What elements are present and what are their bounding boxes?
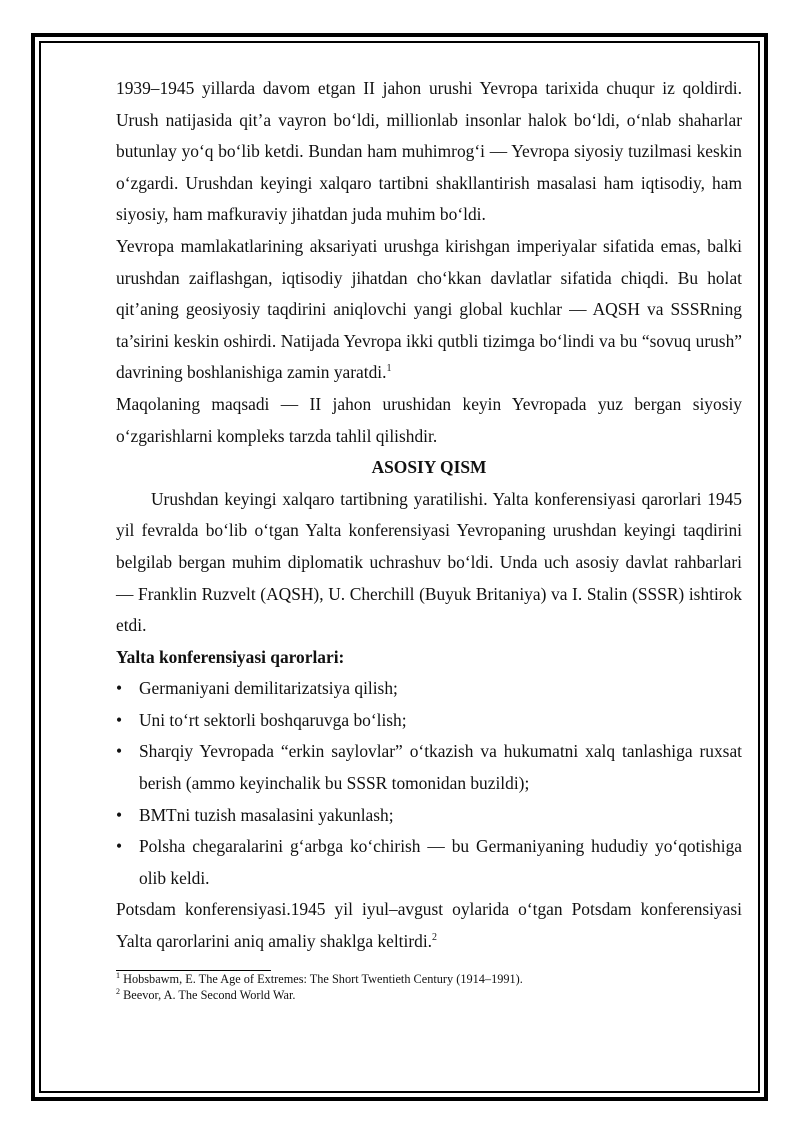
subheading-yalta-decisions: Yalta konferensiyasi qarorlari:: [116, 646, 345, 667]
list-item: • Germaniyani demilitarizatsiya qilish;: [116, 673, 742, 705]
bullet-icon: •: [116, 678, 123, 699]
bullet-list: [116, 673, 742, 894]
footnote-1: $^1$ Hobsbawm, E. The Age of Extremes: The Short Twentieth Century (1914–1991).: [116, 970, 523, 986]
section-heading: ASOSIY QISM: [371, 457, 487, 478]
bullet-icon: •: [116, 836, 123, 857]
list-item: • Polsha chegaralarini g‘arbga ko‘chirish — bu Germaniyaning hududiy yo‘qotishiga olib keldi.: [116, 831, 742, 894]
footnote-ref-1[interactable]: 1: [386, 363, 392, 375]
list-item: • Sharqiy Yevropada “erkin saylovlar” o‘tkazish va hukumatni xalq tanlashiga ruxsat berish (ammo keyinchalik bu SSSR tomonidan buzildi);: [116, 736, 742, 799]
footnote-2: $^2$ Beevor, A. The Second World War.: [116, 986, 296, 1002]
bullet-icon: •: [116, 741, 123, 762]
footnote-mark: 2: [116, 986, 120, 996]
footnote-ref-2[interactable]: 2: [432, 932, 438, 944]
paragraph-potsdam: Potsdam konferensiyasi.1945 yil iyul–avgust oylarida o‘tgan Potsdam konferensiyasi Yalta qarorlarini aniq amaliy shaklga keltirdi.$^2$: [116, 899, 742, 952]
footnote-mark: 1: [116, 970, 120, 980]
list-item: • Uni to‘rt sektorli boshqaruvga bo‘lish;: [116, 705, 742, 737]
paragraph-yalta: Urushdan keyingi xalqaro tartibning yaratilishi. Yalta konferensiyasi qarorlari 1945 yil fevralda bo‘lib o‘tgan Yalta konferensiyasi Yevropaning urushdan keyingi taqdirini belgilab bergan muhim diplomatik uchrashuv bo‘ldi. Unda uch asosiy davlat rahbarlari — Franklin Ruzvelt (AQSH), U. Cherchill (Buyuk Britaniya) va I. Stalin (SSSR) ishtirok etdi.: [116, 488, 742, 636]
document-body: [116, 73, 742, 1003]
paragraph-europe-outcome: Yevropa mamlakatlarining aksariyati urushga kirishgan imperiyalar sifatida emas, balki urushdan zaiflashgan, iqtisodiy jihatdan cho‘kkan davlatlar sifatida chiqdi. Bu holat qit’aning geosiyosiy taqdirini aniqlovchi yangi global kuchlar — AQSH va SSSRning ta’sirini keskin oshirdi. Natijada Yevropa ikki qutbli tizimga bo‘lindi va bu “sovuq urush” davrining boshlanishiga zamin yaratdi.$^1$: [116, 235, 742, 383]
list-item: • BMTni tuzish masalasini yakunlash;: [116, 800, 742, 832]
paragraph-intro: 1939–1945 yillarda davom etgan II jahon urushi Yevropa tarixida chuqur iz qoldirdi. Urush natijasida qit’a vayron bo‘ldi, millionlab insonlar halok bo‘ldi, o‘nlab shaharlar butunlay yo‘q bo‘lib ketdi. Bundan ham muhimrog‘i — Yevropa siyosiy tuzilmasi keskin o‘zgardi. Urushdan keyingi xalqaro tartibni shakllantirish masalasi ham iqtisodiy, ham siyosiy, ham mafkuraviy jihatdan juda muhim bo‘ldi.: [116, 78, 742, 225]
paragraph-purpose: Maqolaning maqsadi — II jahon urushidan keyin Yevropada yuz bergan siyosiy o‘zgarishlarni kompleks tarzda tahlil qilishdir.: [116, 393, 742, 446]
bullet-icon: •: [116, 709, 123, 730]
bullet-icon: •: [116, 804, 123, 825]
